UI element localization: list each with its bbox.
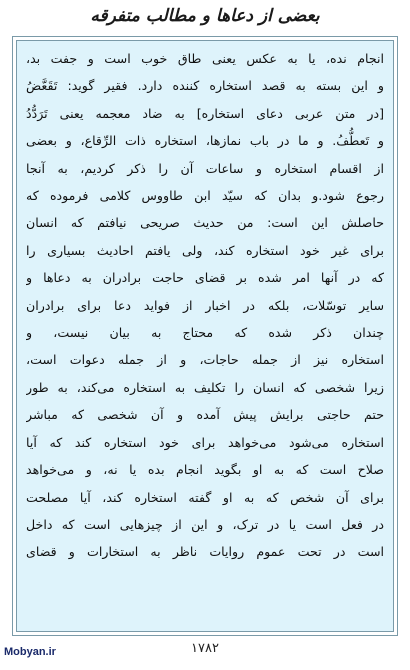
body-text — [26, 45, 384, 566]
text-line: حاصلش این است: من حدیث صریحی نیافتم که انسان — [26, 215, 384, 231]
text-line: در فعل است یا در ترک، و این از چیزهایی است که داخل — [26, 516, 384, 532]
text-line: است در تحت عموم روایات ناظر به استخارات و قضای — [26, 544, 384, 560]
text-line: چندان ذکر شده که محتاج به بیان نیست، و — [26, 325, 384, 341]
text-panel — [16, 40, 394, 632]
text-line: حتم حاجتی برایش پیش آمده و آن شخصی که مباشر — [26, 407, 384, 423]
running-title: بعضی از دعاها و مطالب متفرقه — [90, 6, 320, 26]
text-frame — [12, 36, 398, 636]
text-line: و این بسته به قصد استخاره کننده دارد. فقیر گوید: تَقَعَّضُ — [26, 78, 384, 94]
text-line: برای آن شخص که به او گفته استخاره کند، آیا مصلحت — [26, 489, 384, 505]
text-line: انجام نده، یا به عکس یعنی طاق خوب است و جفت بد، — [26, 51, 384, 66]
text-line: و تَعطُّفُ. و ما در باب نمازها، استخاره ذات الرِّقاع، و بعضی — [26, 133, 384, 149]
text-line: سایر توسّلات، بلکه در اخبار از فواید دعا برای برادران — [26, 297, 384, 313]
text-line: از اقسام استخاره و ساعات آن را ذکر کردیم، به آنجا — [26, 160, 384, 176]
text-line: که در آنها امر شده بر قضای حاجت برادران به دعاها و — [26, 270, 384, 286]
text-line: استخاره نیز از جمله حاجات، و از جمله دعوات است، — [26, 352, 384, 368]
page-number: ۱۷۸۲ — [191, 641, 219, 656]
text-line: برای غیر خود استخاره کند، ولی یافتم احادیث بسیاری را — [26, 242, 384, 258]
text-line: [در متن عربی دعای استخاره] به ضاد معجمه یعنی تَرَدُّدُ — [26, 105, 384, 121]
site-watermark: Mobyan.ir — [4, 646, 56, 658]
text-line: زیرا شخصی که انسان را تکلیف به استخاره می‌کند، به طور — [26, 379, 384, 395]
text-line: استخاره می‌شود می‌خواهد برای خود استخاره کند که آیا — [26, 434, 384, 450]
text-line: رجوع شود.و بدان که سیّد ابن طاووس کلامی فرموده که — [26, 188, 384, 204]
page-header — [0, 0, 410, 36]
text-line: صلاح است که به او بگوید انجام بده یا نه، و می‌خواهد — [26, 462, 384, 478]
